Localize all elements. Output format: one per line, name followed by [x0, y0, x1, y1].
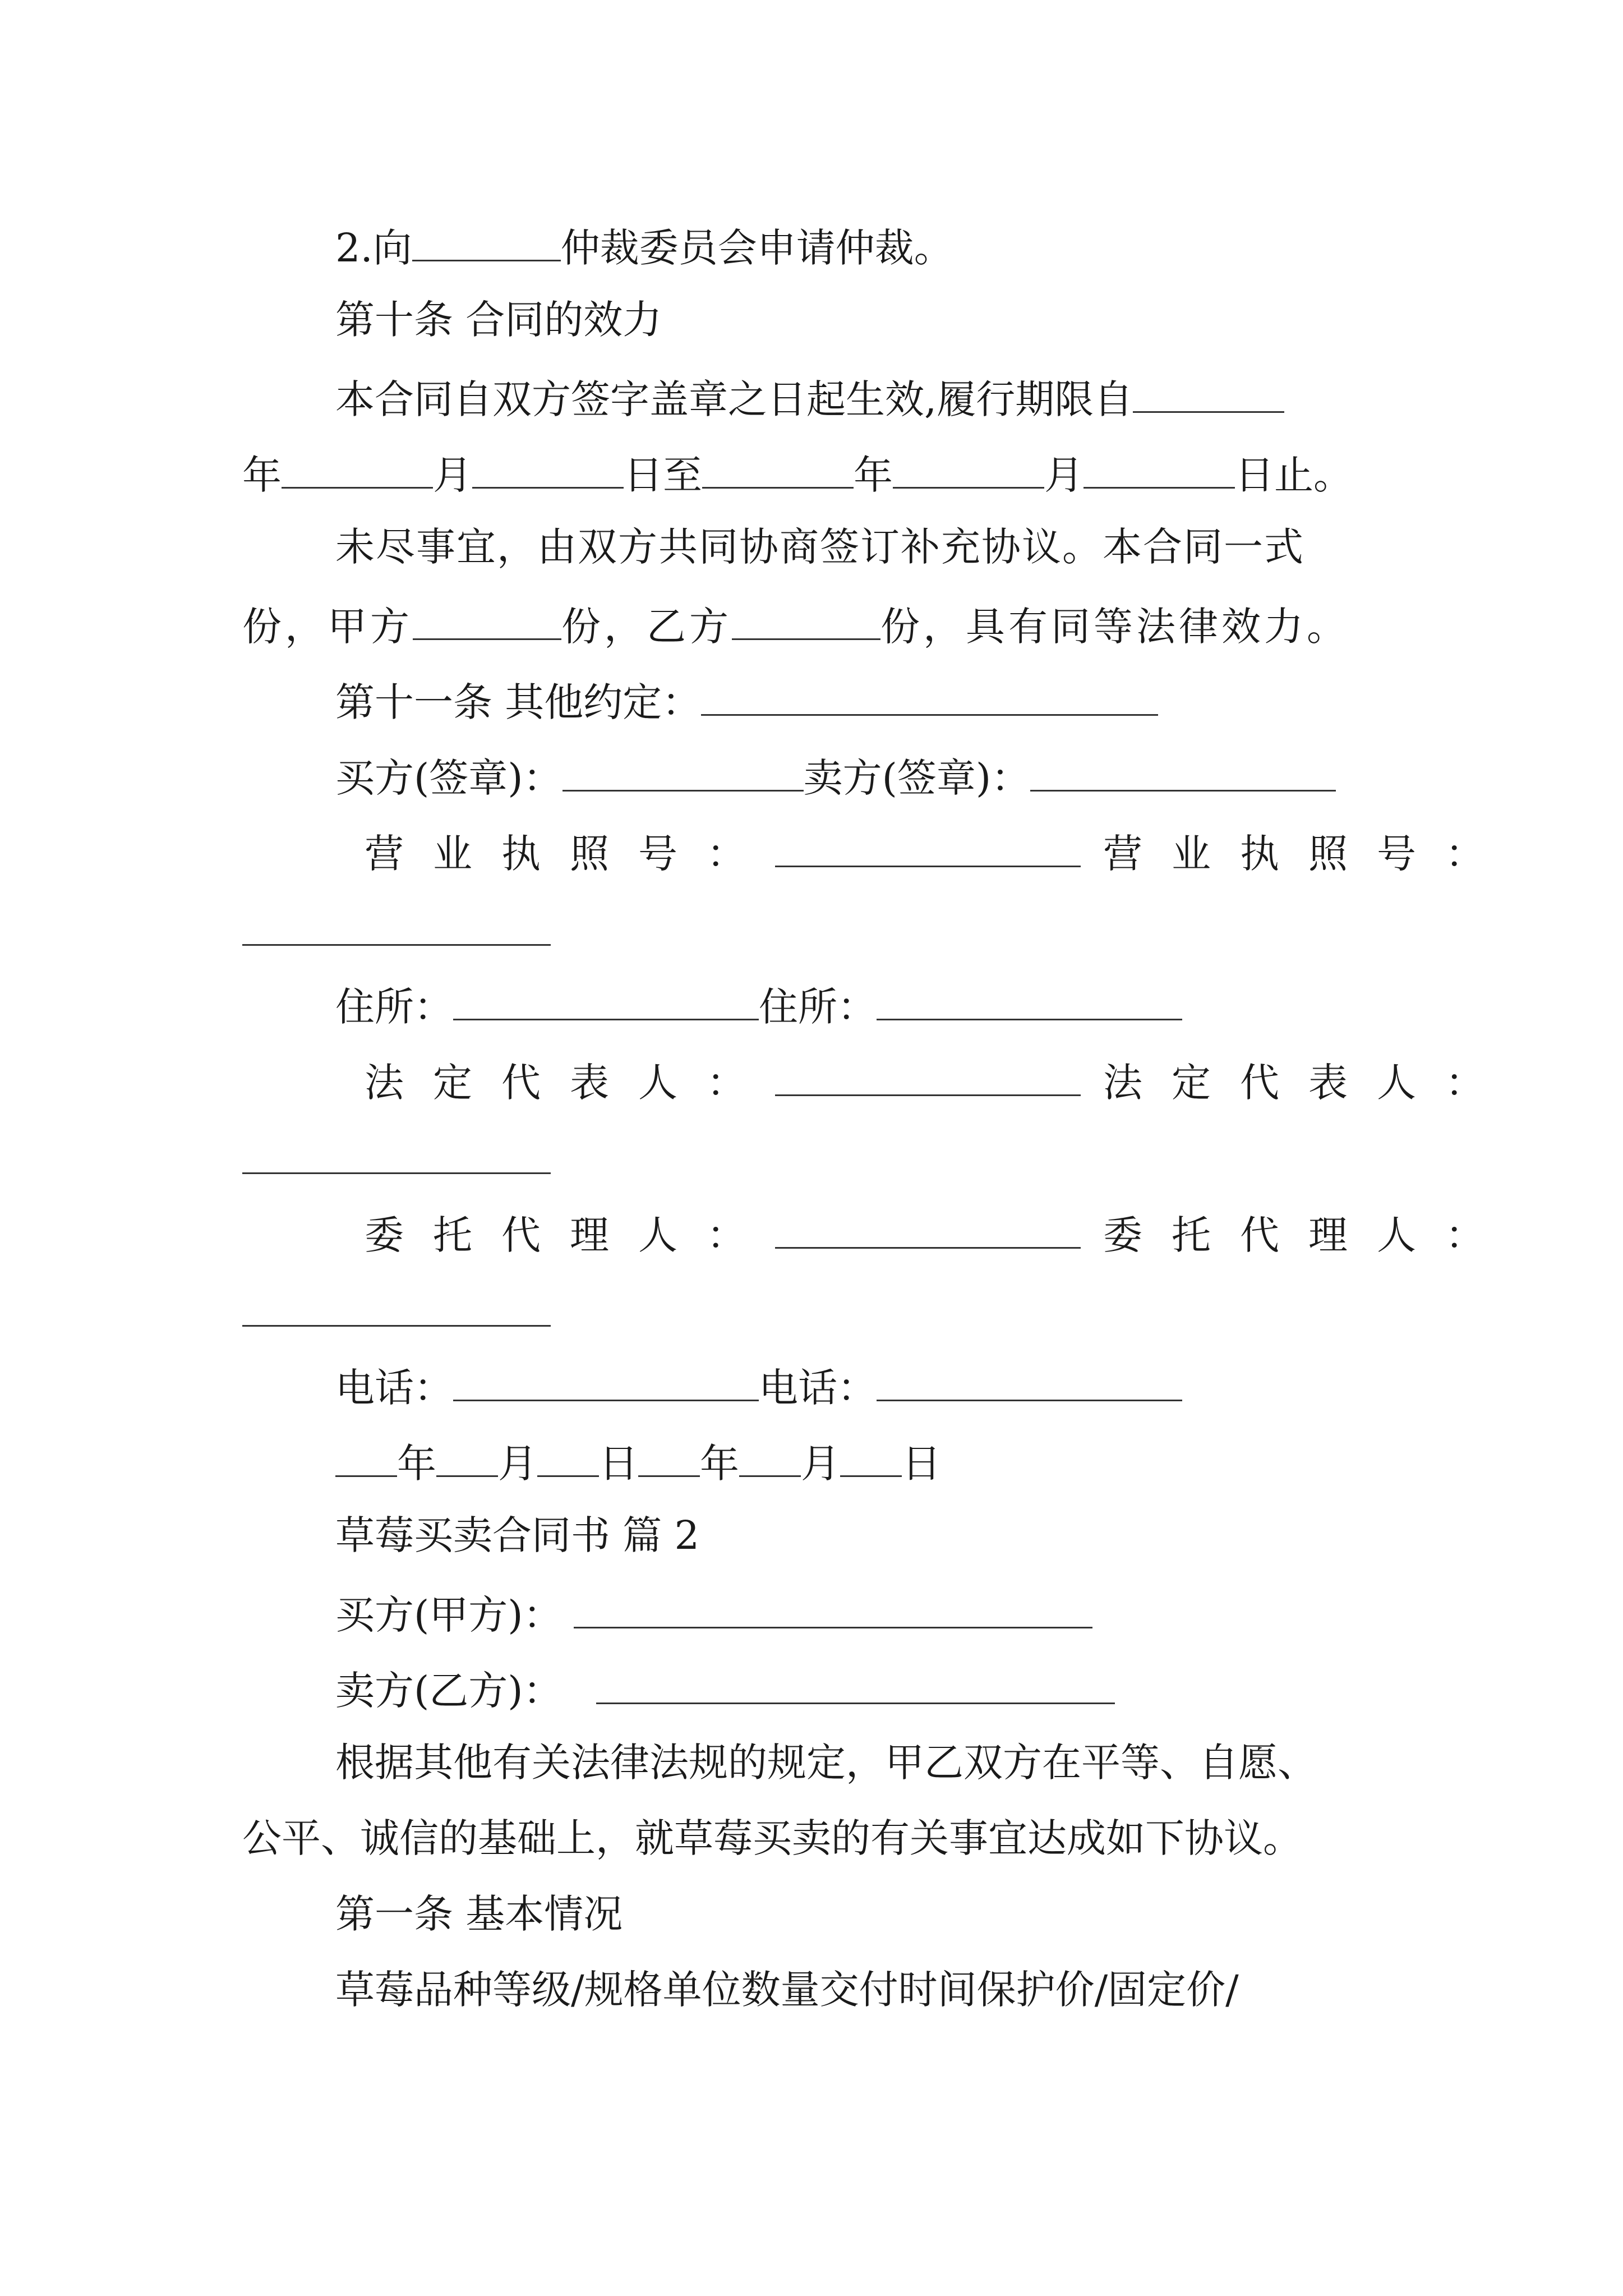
copies-text: 份，甲方 [242, 604, 413, 650]
blank-field [282, 452, 433, 489]
seller-signature-label: 卖方(签章)： [803, 755, 1031, 801]
blank-field [739, 1440, 801, 1477]
sign-date-line [335, 1440, 941, 1487]
copies-legal-effect: 份，具有同等法律效力。 [880, 604, 1349, 650]
blank-field [877, 1364, 1182, 1401]
blank-field [436, 1440, 498, 1477]
buyer-signature-label: 买方(签章)： [335, 755, 562, 801]
blank-field [775, 830, 1081, 867]
blank-field [596, 1667, 1115, 1704]
blank-field [562, 754, 804, 792]
blank-field [537, 1440, 599, 1477]
date-month-label: 月 [498, 1441, 537, 1487]
blank-field [701, 679, 1158, 716]
date-year-label: 年 [700, 1441, 739, 1487]
copies-line [242, 603, 1349, 650]
blank-field [1133, 376, 1284, 413]
agent-line [365, 1212, 1514, 1258]
basic-info-columns: 草莓品种等级/规格单位数量交付时间保护价/固定价/ [335, 1967, 1239, 2013]
address-line [335, 983, 1182, 1030]
copies-party-b: 份，乙方 [561, 604, 732, 650]
seller-license-label: 营业执照号： [1103, 831, 1514, 877]
blank-field [840, 1440, 902, 1477]
date-day-to-label: 日至 [624, 452, 702, 498]
effectiveness-line [335, 376, 1284, 422]
blank-field [893, 452, 1044, 489]
blank-field [242, 1325, 551, 1327]
date-month-label: 月 [1044, 452, 1083, 498]
term-date-line [242, 452, 1353, 498]
blank-field [702, 452, 854, 489]
blank-field [638, 1440, 700, 1477]
date-month-label: 月 [801, 1441, 840, 1487]
preamble-line-2: 公平、诚信的基础上，就草莓买卖的有关事宜达成如下协议。 [242, 1815, 1302, 1861]
date-year-label: 年 [242, 452, 282, 498]
blank-field [242, 944, 551, 946]
seller-agent-label: 委托代理人： [1103, 1212, 1514, 1258]
date-end-label: 日止。 [1235, 452, 1353, 498]
buyer-address-label: 住所： [335, 984, 453, 1030]
section-2-title: 草莓买卖合同书 篇 2 [335, 1512, 700, 1558]
seller-address-label: 住所： [759, 984, 877, 1030]
date-day-label: 日 [599, 1441, 638, 1487]
article-10-heading: 第十条 合同的效力 [335, 297, 662, 343]
blank-field [335, 1440, 397, 1477]
article-11-heading: 第十一条 其他约定： [335, 679, 702, 725]
effectiveness-text: 本合同自双方签字盖章之日起生效,履行期限自 [335, 376, 1133, 422]
blank-field [412, 224, 561, 261]
buyer-legal-rep-label: 法定代表人： [365, 1060, 775, 1106]
blank-field [1083, 452, 1235, 489]
blank-field [453, 983, 759, 1020]
blank-field [775, 1212, 1081, 1249]
blank-field [472, 452, 624, 489]
arbitration-prefix: 2.向 [335, 225, 412, 271]
legal-rep-line [365, 1059, 1514, 1106]
seller-legal-rep-label: 法定代表人： [1103, 1060, 1514, 1106]
blank-field [413, 603, 561, 640]
blank-field [453, 1364, 759, 1401]
preamble-line-1: 根据其他有关法律法规的规定，甲乙双方在平等、自愿、 [335, 1740, 1317, 1786]
blank-field [1030, 754, 1336, 792]
supplement-line: 未尽事宜，由双方共同协商签订补充协议。本合同一式 [335, 524, 1304, 570]
date-day-label: 日 [902, 1441, 941, 1487]
seller-party-b-line [335, 1667, 1115, 1714]
signature-line [335, 754, 1336, 801]
blank-field [732, 603, 880, 640]
blank-field [775, 1059, 1081, 1096]
other-terms-line [335, 679, 1158, 725]
date-year-label: 年 [397, 1441, 436, 1487]
seller-party-b-label: 卖方(乙方)： [335, 1668, 562, 1714]
blank-field [877, 983, 1182, 1020]
buyer-party-a-label: 买方(甲方)： [335, 1592, 562, 1638]
buyer-license-label: 营业执照号： [365, 831, 775, 877]
phone-line [335, 1364, 1182, 1411]
arbitration-suffix: 仲裁委员会申请仲裁。 [560, 225, 953, 271]
license-line [365, 830, 1514, 877]
blank-field [242, 1172, 551, 1174]
buyer-phone-label: 电话： [335, 1365, 453, 1411]
date-month-label: 月 [433, 452, 472, 498]
buyer-party-a-line [335, 1591, 1092, 1638]
article-1-heading: 第一条 基本情况 [335, 1891, 623, 1937]
arbitration-line [335, 224, 953, 271]
date-year-label: 年 [854, 452, 893, 498]
buyer-agent-label: 委托代理人： [365, 1212, 775, 1258]
seller-phone-label: 电话： [759, 1365, 877, 1411]
blank-field [574, 1591, 1092, 1628]
